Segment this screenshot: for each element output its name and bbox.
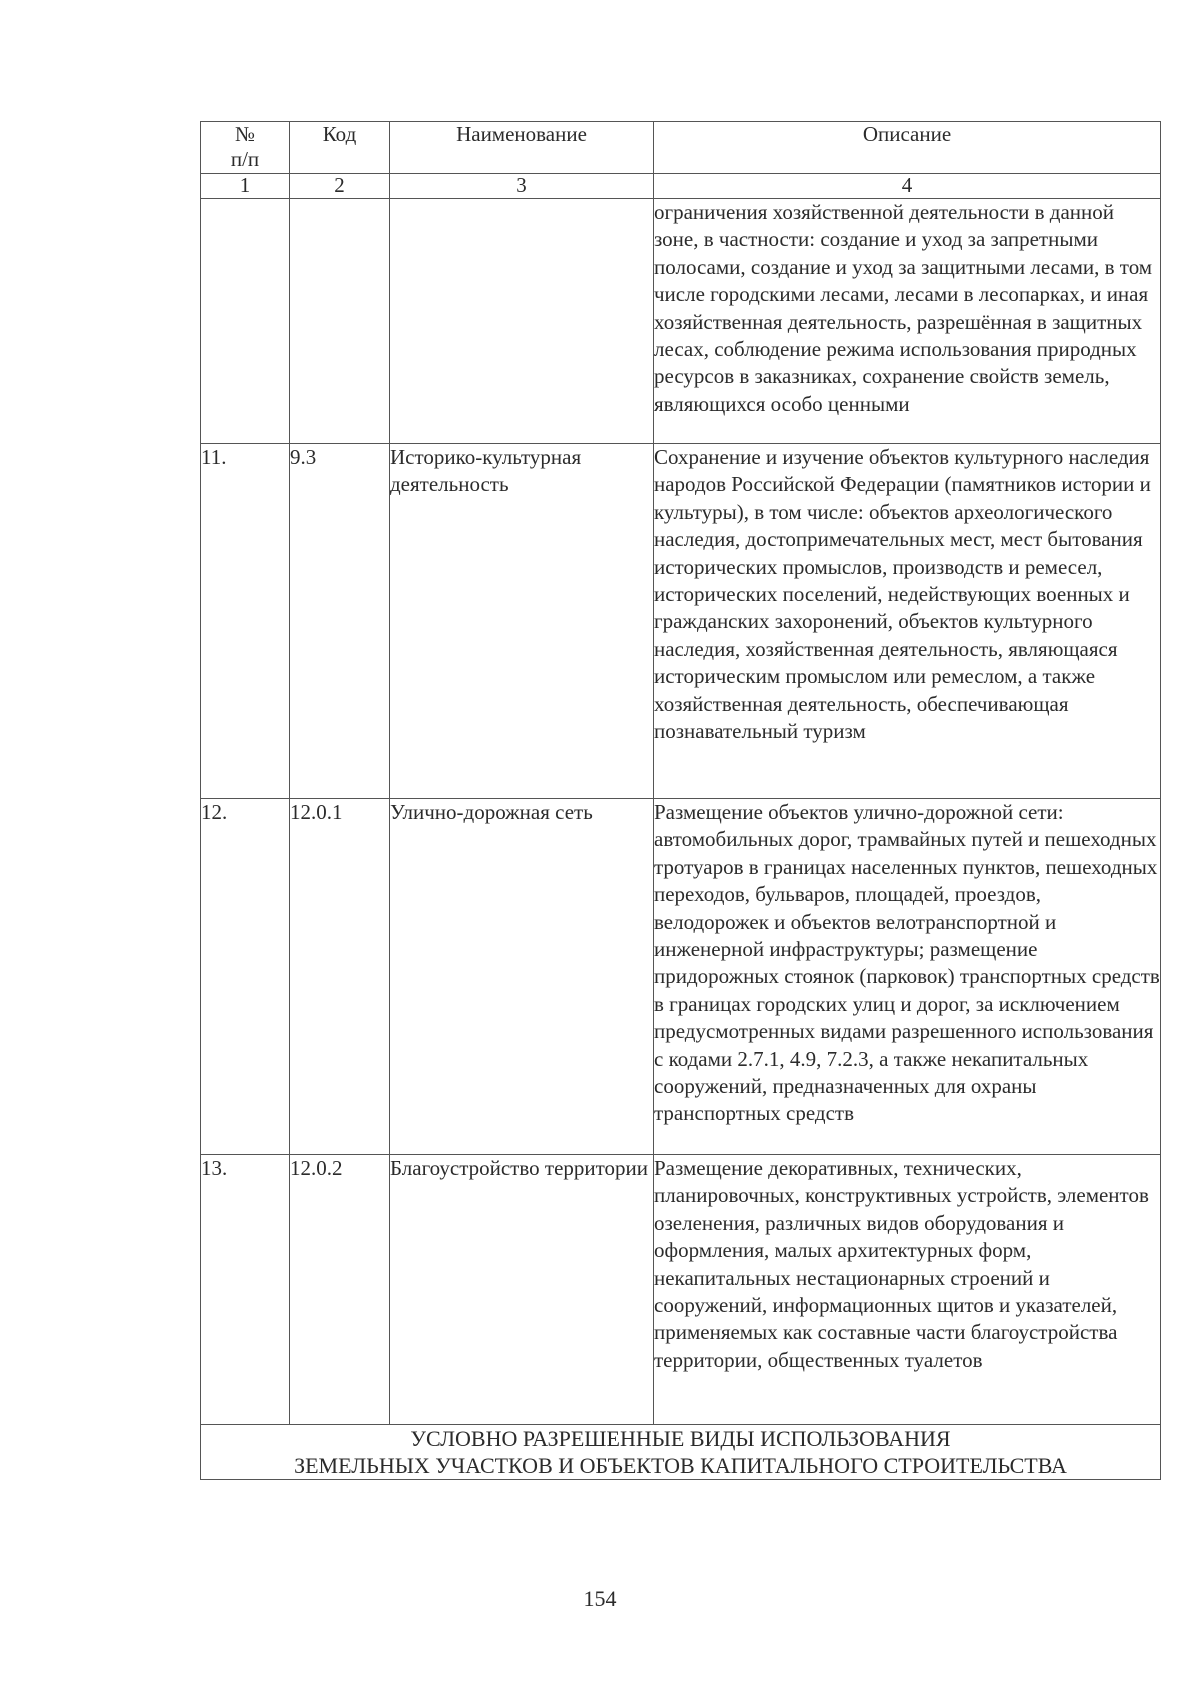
row-code: 12.0.2 [290, 1155, 390, 1425]
section-heading-row [201, 1425, 1161, 1480]
table-row [201, 799, 1161, 1155]
row-name: Улично-дорожная сеть [390, 799, 654, 1155]
row-name: Историко-культурная деятельность [390, 444, 654, 799]
header-name: Наименование [390, 122, 654, 174]
page-number: 154 [583, 1586, 617, 1611]
row-number [201, 199, 290, 444]
column-number: 1 [201, 174, 290, 199]
column-number: 4 [654, 174, 1161, 199]
table-row [201, 1155, 1161, 1425]
column-number: 3 [390, 174, 654, 199]
row-number: 11. [201, 444, 290, 799]
section-heading-line: УСЛОВНО РАЗРЕШЕННЫЕ ВИДЫ ИСПОЛЬЗОВАНИЯ [410, 1426, 951, 1451]
land-use-table [200, 121, 1161, 1480]
row-name [390, 199, 654, 444]
column-number: 2 [290, 174, 390, 199]
row-code: 9.3 [290, 444, 390, 799]
header-code: Код [290, 122, 390, 174]
section-heading-line: ЗЕМЕЛЬНЫХ УЧАСТКОВ И ОБЪЕКТОВ КАПИТАЛЬНОГО СТРОИТЕЛЬСТВА [294, 1453, 1067, 1478]
table-row [201, 444, 1161, 799]
row-number: 12. [201, 799, 290, 1155]
row-number: 13. [201, 1155, 290, 1425]
row-name: Благоустройство территории [390, 1155, 654, 1425]
row-description: Сохранение и изучение объектов культурного наследия народов Российской Федерации (памятников истории и культуры), в том числе: объектов археологического наследия, достопримечательных мест, мест бытования исторических промыслов, производств и ремесел, исторических поселений, недействующих военных и гражданских захоронений, объектов культурного наследия, хозяйственная деятельность, являющаяся историческим промыслом или ремеслом, а также хозяйственная деятельность, обеспечивающая познавательный туризм [654, 444, 1161, 799]
row-description: Размещение декоративных, технических, планировочных, конструктивных устройств, элементов озеленения, различных видов оборудования и оформления, малых архитектурных форм, некапитальных нестационарных строений и сооружений, информационных щитов и указателей, применяемых как составные части благоустройства территории, общественных туалетов [654, 1155, 1161, 1425]
row-description: Размещение объектов улично-дорожной сети: автомобильных дорог, трамвайных путей и пешеходных тротуаров в границах населенных пунктов, пешеходных переходов, бульваров, площадей, проездов, велодорожек и объектов велотранспортной и инженерной инфраструктуры; размещение придорожных стоянок (парковок) транспортных средств в границах городских улиц и дорог, за исключением предусмотренных видами разрешенного использования с кодами 2.7.1, 4.9, 7.2.3, а также некапитальных сооружений, предназначенных для охраны транспортных средств [654, 799, 1161, 1155]
table-row [201, 199, 1161, 444]
header-number: № п/п [201, 122, 290, 174]
row-code: 12.0.1 [290, 799, 390, 1155]
header-description: Описание [654, 122, 1161, 174]
table-header-row [201, 122, 1161, 174]
row-description: ограничения хозяйственной деятельности в данной зоне, в частности: создание и уход за запретными полосами, создание и уход за защитными лесами, в том числе городскими лесами, лесами в лесопарках, и иная хозяйственная деятельность, разрешённая в защитных лесах, соблюдение режима использования природных ресурсов в заказниках, сохранение свойств земель, являющихся особо ценными [654, 199, 1161, 444]
column-number-row [201, 174, 1161, 199]
row-code [290, 199, 390, 444]
section-heading [201, 1425, 1161, 1480]
